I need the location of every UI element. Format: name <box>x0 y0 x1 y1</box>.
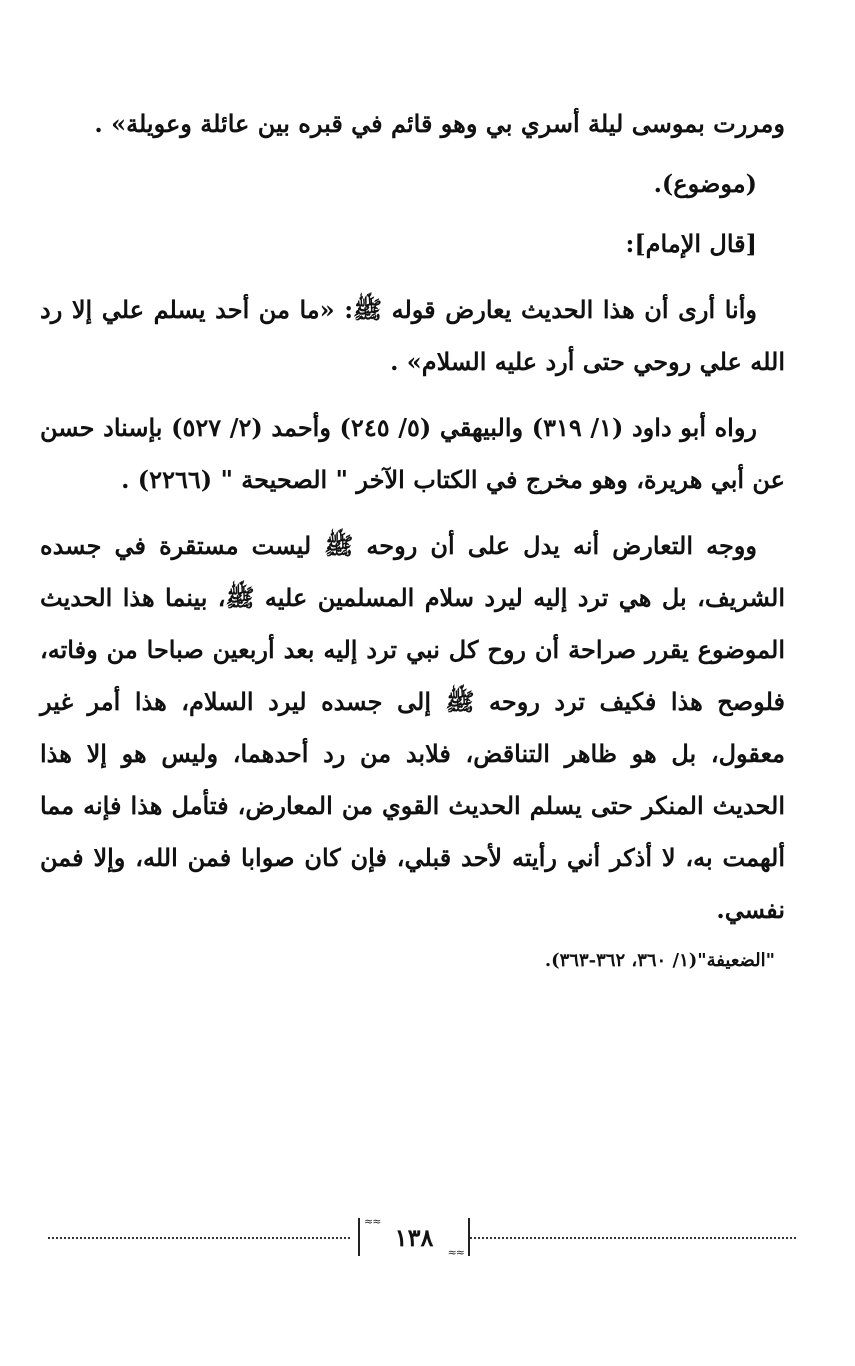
grading-line: (موضوع). <box>653 169 757 198</box>
page-number: ١٣٨ <box>394 1222 434 1252</box>
corner-ornament-icon: ≈≈ <box>447 1246 464 1259</box>
footer-dotted-rule-left <box>48 1237 350 1239</box>
hadith-ending-paragraph: ومررت بموسى ليلة أسري بي وهو قائم في قبره بين عائلة وعويلة» . <box>94 109 785 138</box>
reference-citation: "الضعيفة"(١/ ٣٦٠، ٣٦٢-٣٦٣). <box>544 950 775 971</box>
narration-source-paragraph: رواه أبو داود (١/ ٣١٩) والبيهقي (٥/ ٢٤٥) وأحمد (٢/ ٥٢٧) بإسناد حسن عن أبي هريرة، وهو مخرج في الكتاب الآخر " الصحيحة " (٢٢٦٦) . <box>40 413 785 494</box>
opposing-hadith-paragraph: وأنا أرى أن هذا الحديث يعارض قوله ﷺ: «ما من أحد يسلم علي إلا رد الله علي روحي حتى أرد عليه السلام» . <box>40 295 785 376</box>
footer-dotted-rule-right <box>470 1237 796 1239</box>
page-number-frame <box>358 1215 470 1259</box>
page-footer <box>48 1215 796 1259</box>
page-body <box>40 98 785 996</box>
contradiction-explanation-paragraph: ووجه التعارض أنه يدل على أن روحه ﷺ ليست مستقرة في جسده الشريف، بل هي ترد إليه ليرد سلام المسلمين عليه ﷺ، بينما هذا الحديث الموضوع يقرر صراحة أن روح كل نبي ترد إليه بعد أربعين صباحا من وفاته، فلوصح هذا فكيف ترد روحه ﷺ إلى جسده ليرد السلام، هذا أمر غير معقول، بل هو ظاهر التناقض، فلابد من رد أحدهما، وليس هو إلا هذا الحديث المنكر حتى يسلم الحديث القوي من المعارض، فتأمل هذا فإنه مما ألهمت به، لا أذكر أني رأيته لأحد قبلي، فإن كان صوابا فمن الله، وإلا فمن نفسي. <box>40 531 785 924</box>
corner-ornament-icon: ≈≈ <box>364 1215 381 1228</box>
imam-heading: [قال الإمام]: <box>625 229 757 258</box>
